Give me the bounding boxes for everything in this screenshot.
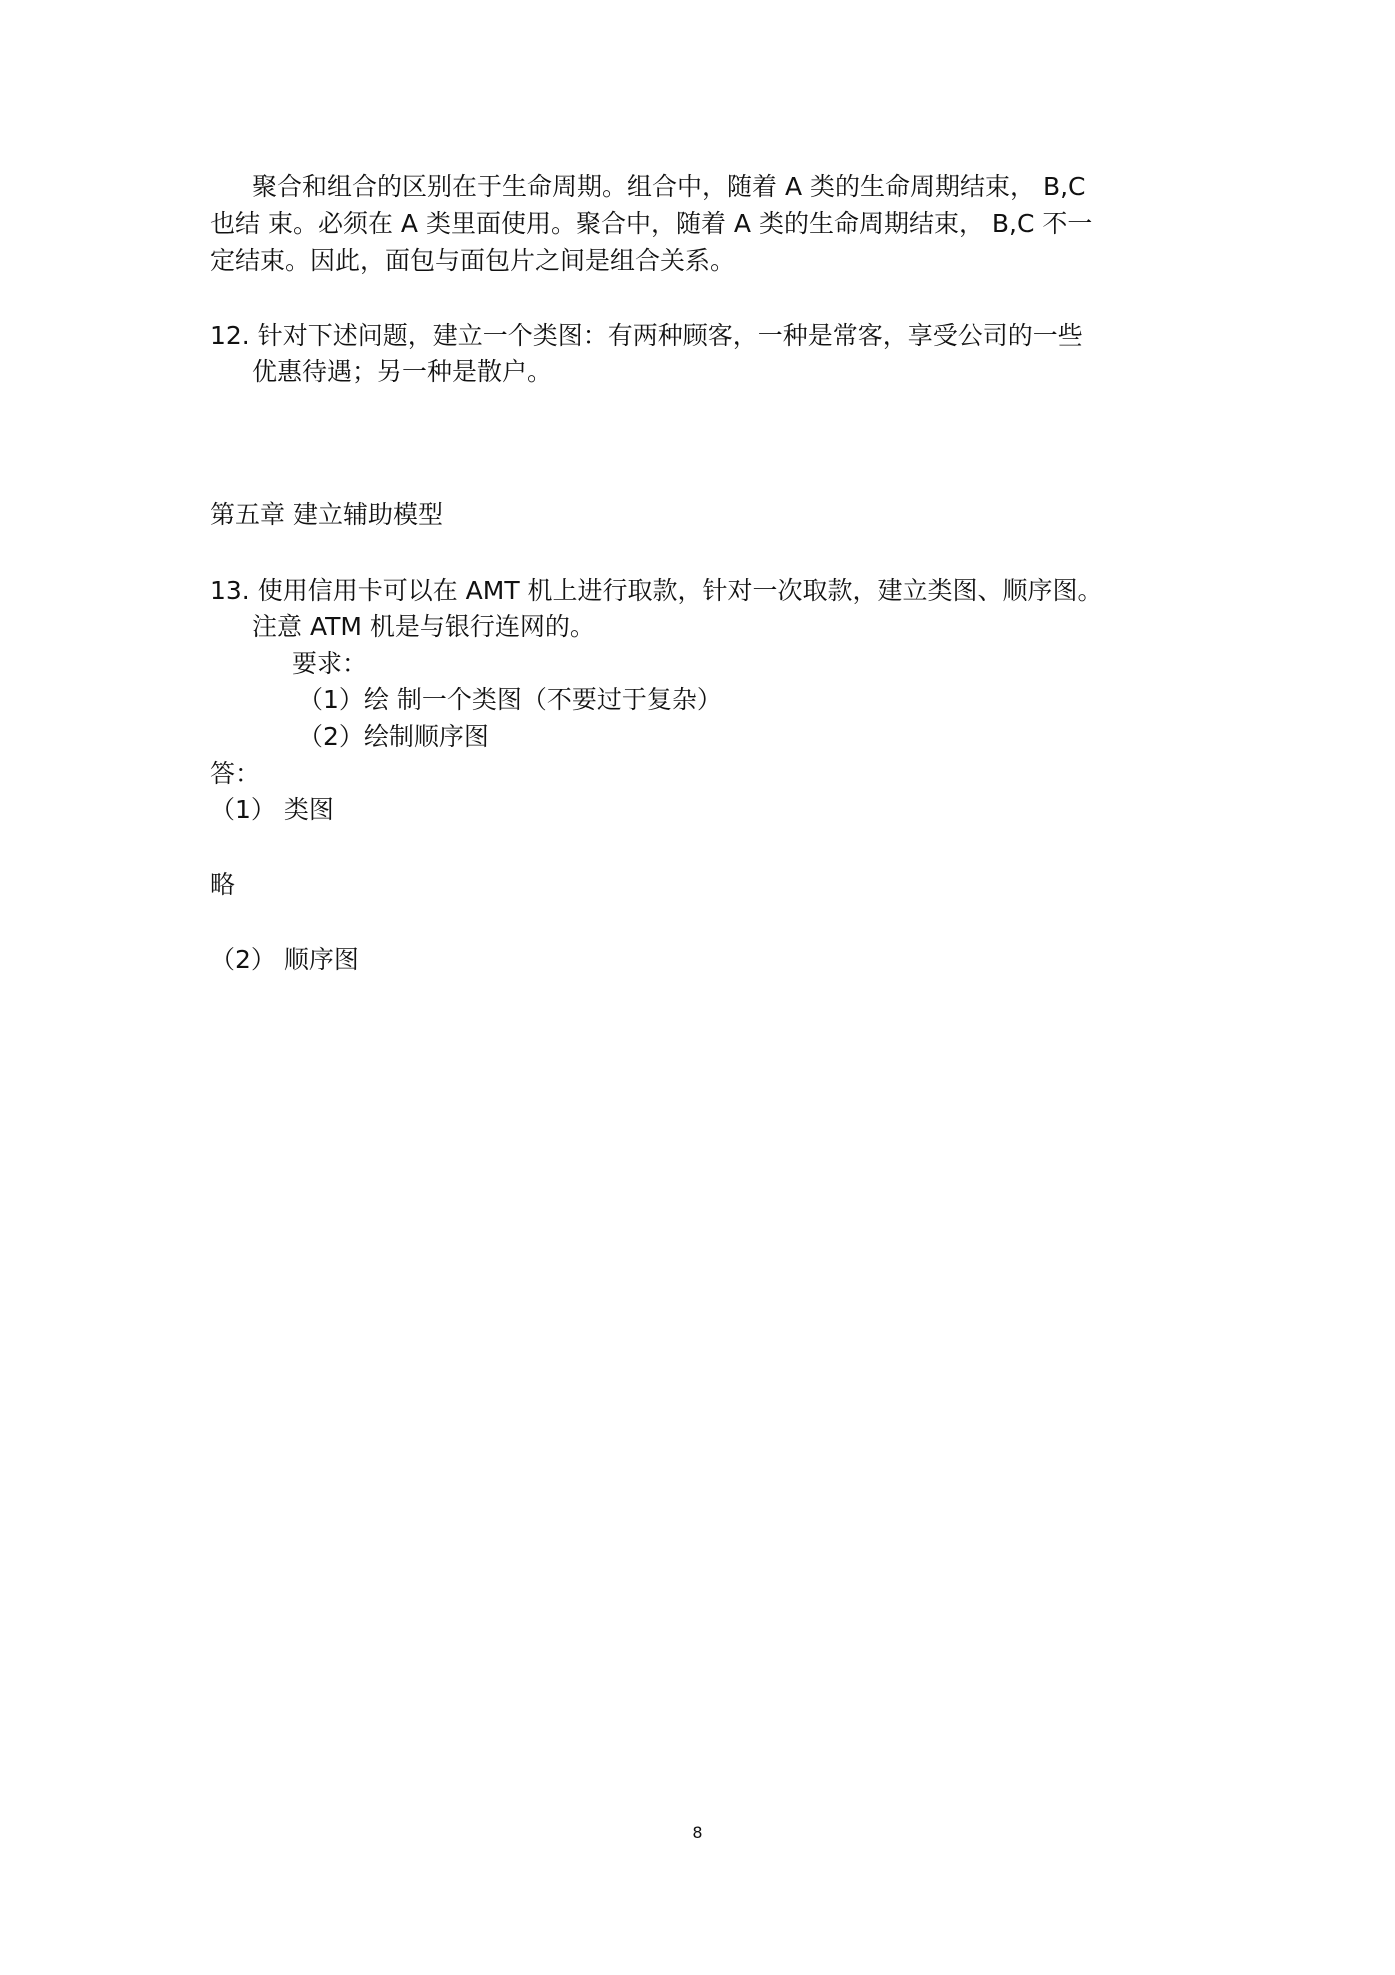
requirements-label: 要求： bbox=[292, 649, 368, 678]
answer-label: 答： bbox=[210, 759, 261, 788]
answer-part1-body: 略 bbox=[210, 870, 236, 899]
question-13-line-2: 注意 ATM 机是与银行连网的。 bbox=[252, 612, 595, 641]
answer-part1-heading: （1） 类图 bbox=[210, 795, 334, 824]
page-number: 8 bbox=[692, 1823, 703, 1842]
question-12-line-1: 12. 针对下述问题，建立一个类图：有两种顾客，一种是常客，享受公司的一些 bbox=[210, 321, 1083, 350]
chapter-title: 第五章 建立辅助模型 bbox=[210, 500, 443, 529]
requirement-item-1: （1）绘 制一个类图（不要过于复杂） bbox=[298, 685, 722, 714]
aggregation-paragraph-line-1: 聚合和组合的区别在于生命周期。组合中，随着 A 类的生命周期结束， B,C bbox=[252, 172, 1086, 201]
requirement-item-2: （2）绘制顺序图 bbox=[298, 722, 489, 751]
aggregation-paragraph-line-2: 也结 束。必须在 A 类里面使用。聚合中，随着 A 类的生命周期结束， B,C 不一 bbox=[210, 209, 1093, 238]
question-13-line-1: 13. 使用信用卡可以在 AMT 机上进行取款，针对一次取款，建立类图、顺序图。 bbox=[210, 576, 1103, 605]
answer-part2-heading: （2） 顺序图 bbox=[210, 945, 359, 974]
question-12-line-2: 优惠待遇；另一种是散户。 bbox=[252, 357, 553, 386]
aggregation-paragraph-line-3: 定结束。因此，面包与面包片之间是组合关系。 bbox=[210, 246, 736, 275]
